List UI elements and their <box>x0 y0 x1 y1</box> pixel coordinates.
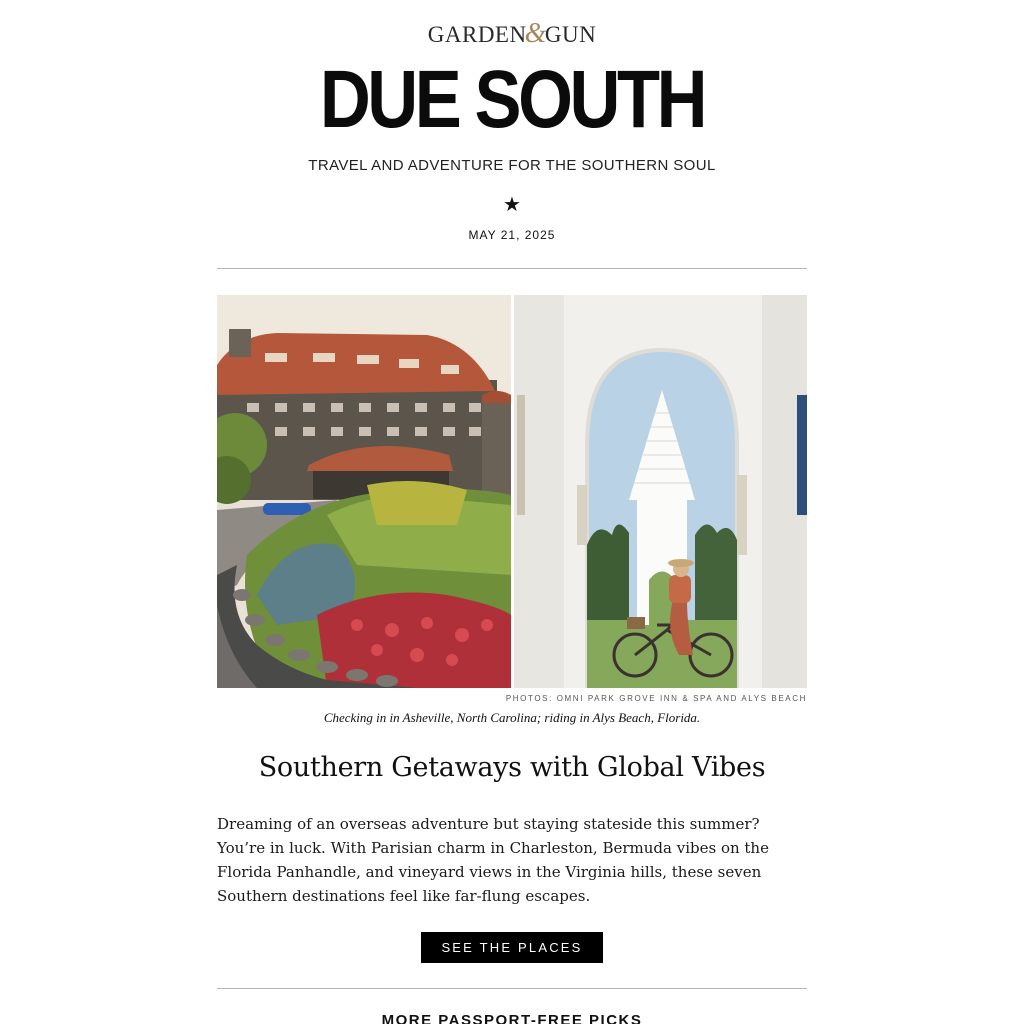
issue-date: MAY 21, 2025 <box>468 228 556 242</box>
divider-bottom <box>217 988 807 989</box>
newsletter-masthead: DUE SOUTH <box>319 54 705 145</box>
star-icon: ★ <box>503 192 521 216</box>
divider-top <box>217 268 807 269</box>
hero-image-link[interactable] <box>217 295 807 688</box>
left-photo-inn <box>217 295 511 688</box>
photo-credit: PHOTOS: OMNI PARK GROVE INN & SPA AND ALYS BEACH <box>505 694 807 703</box>
hero-image <box>217 295 807 688</box>
newsletter-tagline: TRAVEL AND ADVENTURE FOR THE SOUTHERN SOUL <box>308 157 716 174</box>
right-photo-alys-beach <box>514 295 807 688</box>
see-the-places-button[interactable]: SEE THE PLACES <box>421 932 602 963</box>
logo-right-word: GUN <box>544 22 597 47</box>
article-headline[interactable]: Southern Getaways with Global Vibes <box>258 752 766 783</box>
article-body: Dreaming of an overseas adventure but staying stateside this summer? You’re in luck. With Parisian charm in Charleston, Bermuda vibes on the Florida Panhandle, and vineyard views in the Virginia hills, these seven Southern destinations feel like far-flung escapes. <box>217 815 769 905</box>
next-section-title: MORE PASSPORT-FREE PICKS <box>381 1012 643 1024</box>
logo-left-word: GARDEN <box>427 22 527 47</box>
logo-ampersand: & <box>524 18 547 49</box>
cta-row <box>0 932 1024 963</box>
garden-and-gun-logo[interactable] <box>428 18 596 50</box>
logo-row <box>0 18 1024 50</box>
photo-caption: Checking in in Asheville, North Carolina; riding in Alys Beach, Florida. <box>323 710 701 725</box>
